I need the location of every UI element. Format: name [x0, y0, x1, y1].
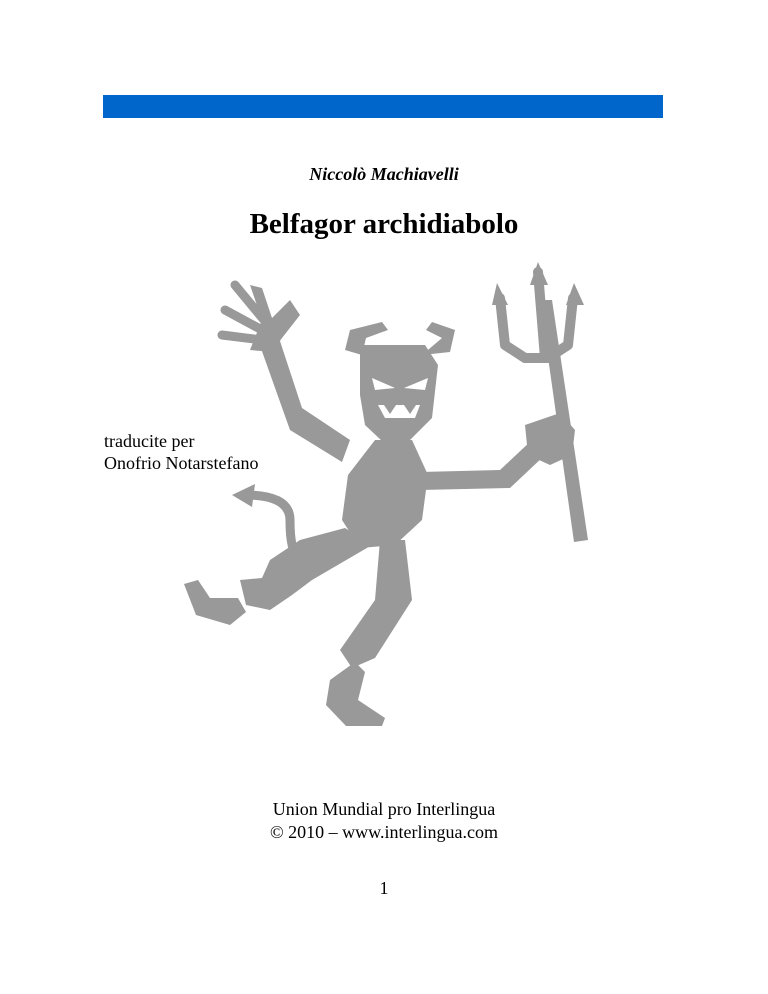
translator-name: Onofrio Notarstefano — [104, 453, 259, 473]
translator-label: traducite per — [104, 431, 195, 451]
author-name: Niccolò Machiavelli — [309, 164, 459, 184]
right-arm — [420, 440, 545, 490]
devil-head — [360, 345, 438, 442]
publisher-copyright: © 2010 – www.interlingua.com — [270, 822, 498, 842]
book-title: Belfagor archidiabolo — [249, 208, 519, 240]
publisher-name: Union Mundial pro Interlingua — [272, 799, 496, 819]
page-number: 1 — [379, 878, 389, 898]
publisher-block — [0, 798, 768, 844]
left-leg — [240, 528, 372, 610]
left-arm — [258, 335, 350, 462]
left-foot — [184, 580, 246, 625]
right-foot — [326, 662, 385, 726]
right-leg — [340, 540, 412, 668]
translator-credit — [104, 430, 258, 474]
devil-body — [342, 440, 428, 548]
